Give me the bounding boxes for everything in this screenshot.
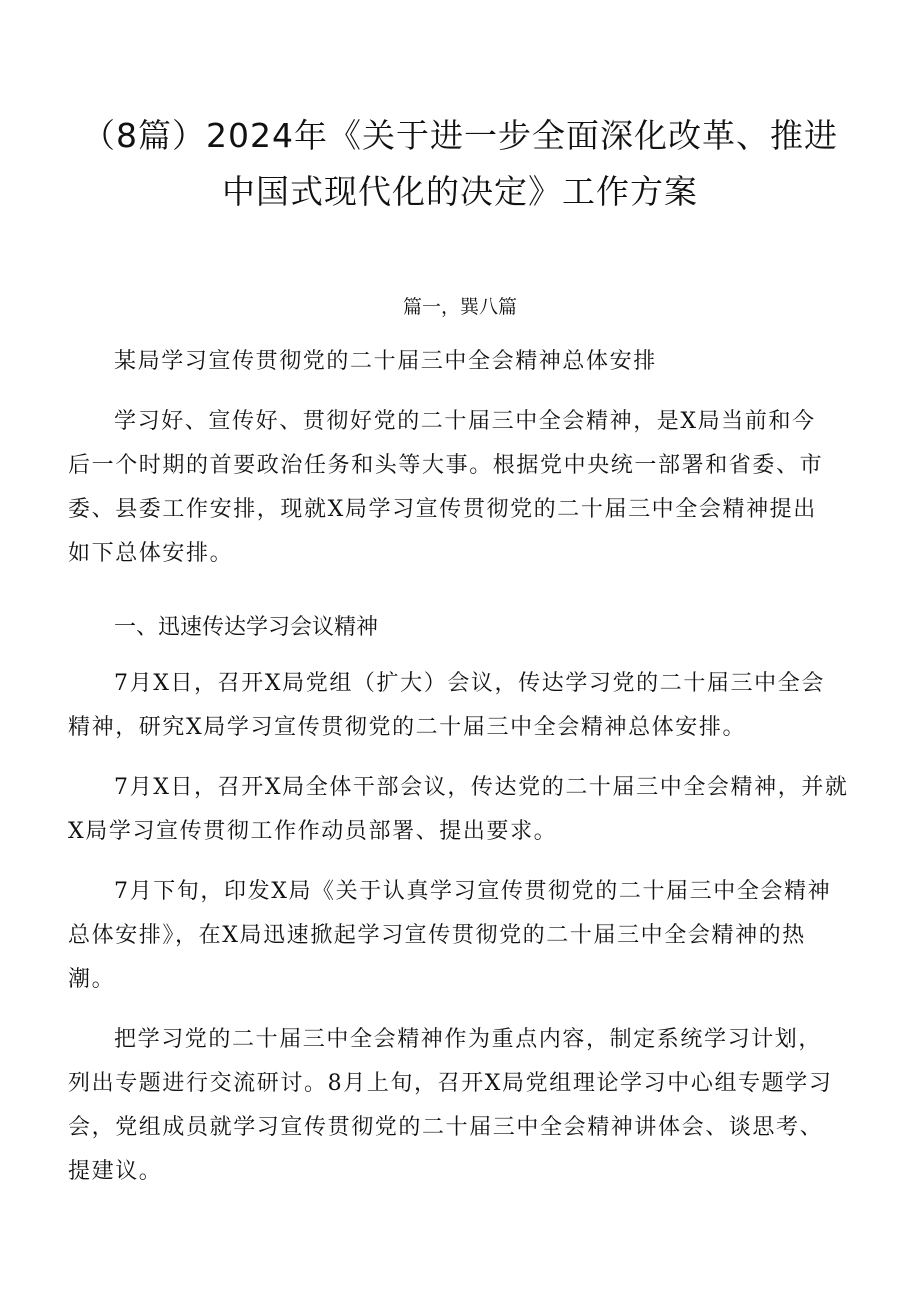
article-subtitle: 篇一，巽八篇 <box>402 296 517 318</box>
paragraph-line: 委、县委工作安排，现就X局学习宣传贯彻党的二十届三中全会精神提出 <box>68 497 817 522</box>
document-title <box>80 108 840 220</box>
paragraph-line: 如下总体安排。 <box>68 541 234 566</box>
paragraph-line: 总体安排》，在X局迅速掀起学习宣传贯彻党的二十届三中全会精神的热 <box>68 923 806 948</box>
paragraph-2 <box>68 766 854 854</box>
paragraph-line: 7月下旬，印发X局《关于认真学习宣传贯彻党的二十届三中全会精神 <box>114 879 832 904</box>
paragraph-line: 会，党组成员就学习宣传贯彻党的二十届三中全会精神讲体会、谈思考、 <box>68 1115 824 1140</box>
intro-heading <box>68 340 854 384</box>
paragraph-3 <box>68 870 854 1002</box>
section-heading-1: 一、迅速传达学习会议精神 <box>114 615 379 640</box>
paragraph-line: 提建议。 <box>68 1159 163 1184</box>
paragraph-4 <box>68 1018 854 1194</box>
title-line-2: 中国式现代化的决定》工作方案 <box>222 172 698 211</box>
intro-heading-text: 某局学习宣传贯彻党的二十届三中全会精神总体安排 <box>114 349 657 374</box>
paragraph-line: 后一个时期的首要政治任务和头等大事。根据党中央统一部署和省委、市 <box>68 453 824 478</box>
paragraph-line: 7月X日，召开X局全体干部会议，传达党的二十届三中全会精神，并就 <box>114 775 849 800</box>
paragraph-line: 7月X日，召开X局党组（扩大）会议，传达学习党的二十届三中全会 <box>114 671 825 696</box>
paragraph-line: 列出专题进行交流研讨。8月上旬，召开X局党组理论学习中心组专题学习 <box>68 1071 833 1096</box>
intro-paragraph <box>68 400 854 576</box>
paragraph-line: 潮。 <box>68 967 116 992</box>
paragraph-line: 把学习党的二十届三中全会精神作为重点内容，制定系统学习计划， <box>114 1027 823 1052</box>
paragraph-line: 精神，研究X局学习宣传贯彻党的二十届三中全会精神总体安排。 <box>68 715 747 740</box>
paragraph-line: 学习好、宣传好、贯彻好党的二十届三中全会精神，是X局当前和今 <box>114 409 816 434</box>
title-line-1: （8篇）2024年《关于进一步全面深化改革、推进 <box>82 116 838 155</box>
paragraph-line: X局学习宣传贯彻工作作动员部署、提出要求。 <box>68 819 558 844</box>
paragraph-1 <box>68 662 854 750</box>
